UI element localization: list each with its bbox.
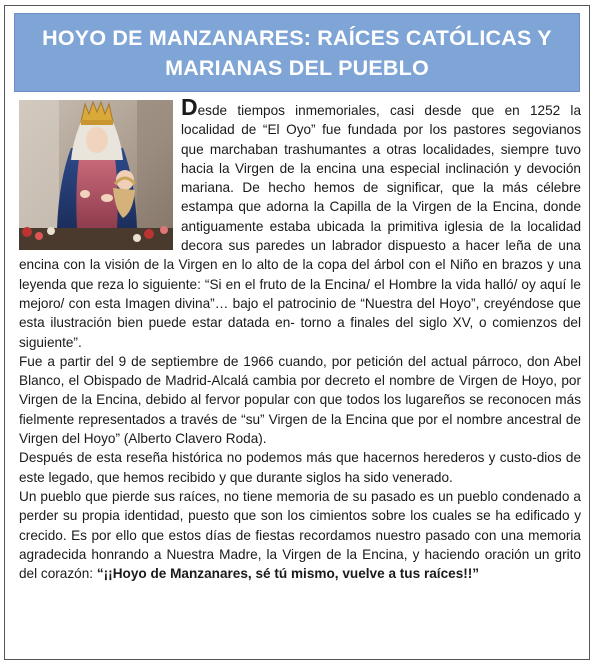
paragraph-1-text: esde tiempos inmemoriales, casi desde que en 1252 la localidad de “El Oyo” fue fundada por los pastores segovianos que marchaban trashumantes a otras localidades, siempre tuvo hacia la Virgen de la encina una especial inclinación y devoción mariana. De hecho hemos de significar, que la más célebre estampa que adorna la Capilla de la Virgen de la Encina, donde antiguamente estaba ubicada la primitiva iglesia de la localidad decora sus paredes un labrador dispuesto a hacer leña de una encina con la visión de la Virgen en lo alto de la copa del árbol con el Niño en brazos y una leyenda que reza lo siguiente: “Si en el fruto de la Encina/ el Hombre la vida halló/ oy aquí le mejoro/ con esta Imagen divina”… bajo el patrocinio de “Nuestra del Hoyo”, creyéndose que esta ilustración bien puede estar datada en- torno a finales del siglo XV, o comienzos del siguiente”. xyxy=(19,103,581,350)
drop-cap: D xyxy=(181,94,198,120)
title-banner xyxy=(14,13,580,92)
article-frame xyxy=(4,5,590,660)
virgin-statue-photo xyxy=(19,100,173,250)
closing-exclamation: “¡¡Hoyo de Manzanares, sé tú mismo, vuelve a tus raíces!!” xyxy=(96,566,480,582)
paragraph-4-text: Un pueblo que pierde sus raíces, no tiene memoria de su pasado es un pueblo condenado a perder su propia identidad, puesto que son los cimientos sobre los cuales se ha edificado y crecido. Es por ello que estos días de fiestas recordamos nuestro pasado con una memoria agradecida honrando a Nuestra Madre, la Virgen de la Encina, y haciendo oración un grito del corazón: xyxy=(19,488,581,582)
article-title: HOYO DE MANZANARES: RAÍCES CATÓLICAS Y MARIANAS DEL PUEBLO xyxy=(42,25,552,80)
article-body xyxy=(19,94,581,583)
virgin-statue-image xyxy=(19,100,173,250)
paragraph-3: Después de esta reseña histórica no podemos más que hacernos herederos y custo-dios de este legado, que hemos recibido y que durante siglos ha sido venerado. xyxy=(19,450,581,485)
paragraph-2: Fue a partir del 9 de septiembre de 1966 cuando, por petición del actual párroco, don Abel Blanco, el Obispado de Madrid-Alcalá cambia por decreto el nombre de Virgen de Hoyo, por Virgen de la Encina, debido al fervor popular con que todos los lugareños se reconocen más fielmente representados a través de “su” Virgen de la Encina que por el nombre ancestral de Virgen del Hoyo” (Alberto Clavero Roda). xyxy=(19,353,581,447)
paragraph-4 xyxy=(19,487,581,583)
